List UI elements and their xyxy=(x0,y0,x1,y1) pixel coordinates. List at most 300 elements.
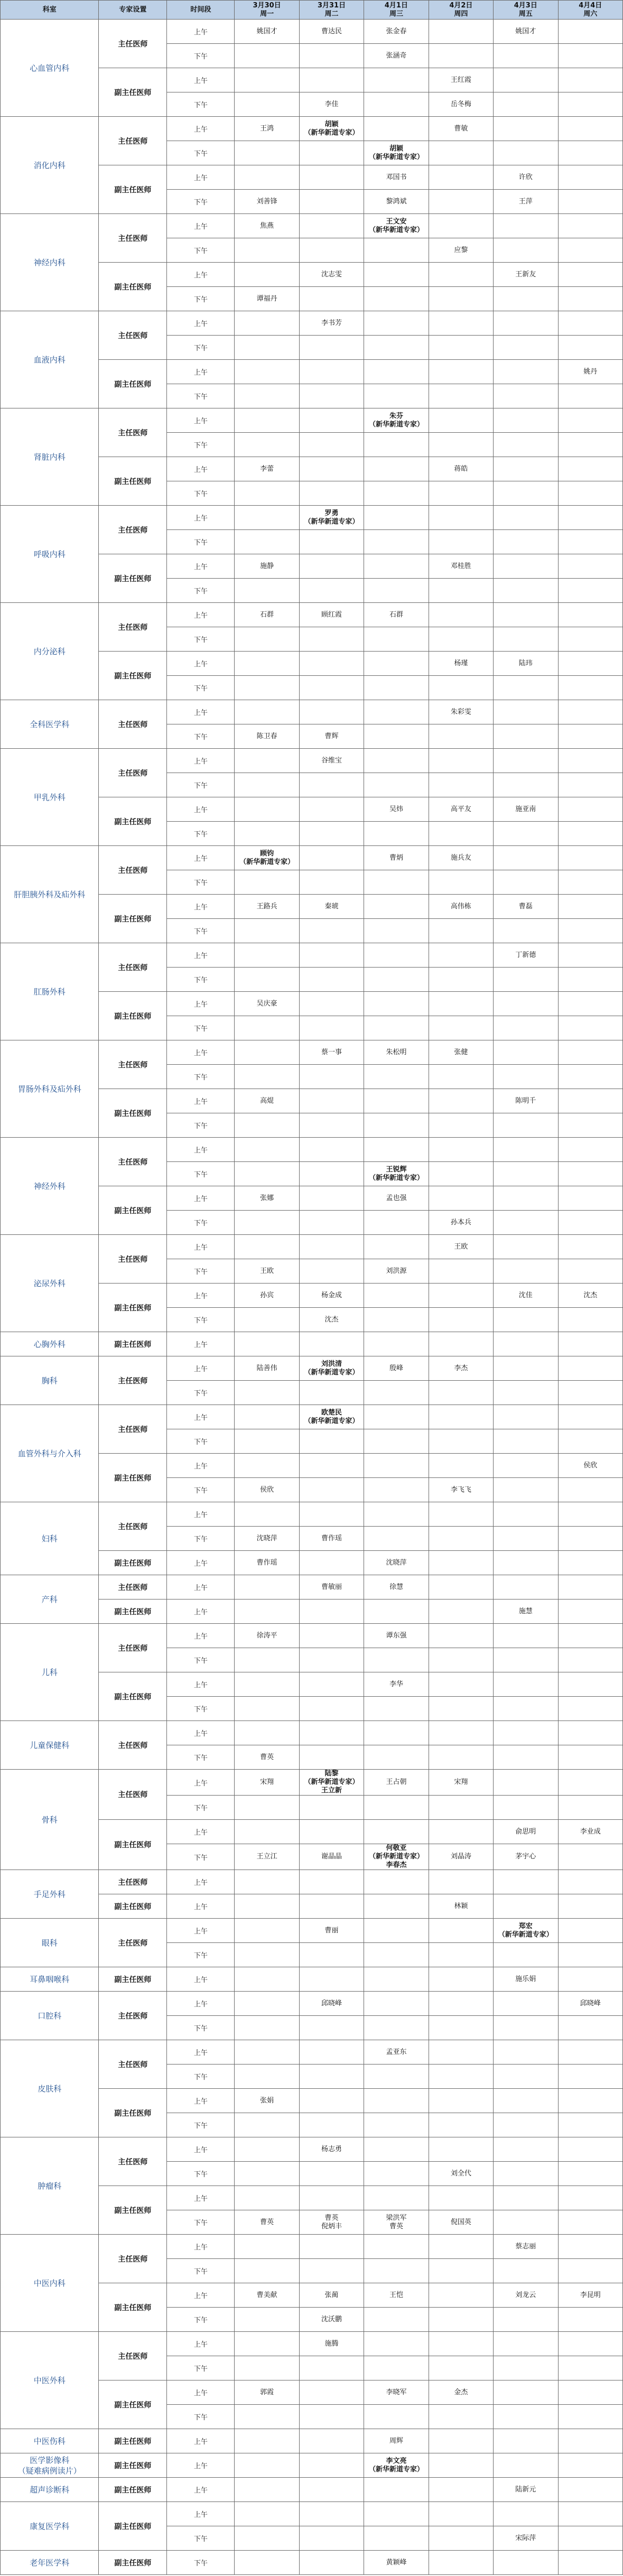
doctor-cell xyxy=(299,1284,364,1308)
slot-cell: 下午 xyxy=(167,968,235,992)
slot-cell: 下午 xyxy=(167,919,235,943)
doctor-cell xyxy=(299,676,364,700)
doctor-cell xyxy=(299,724,364,749)
doctor-cell xyxy=(235,2089,299,2113)
slot-cell: 下午 xyxy=(167,1943,235,1967)
doctor-cell xyxy=(299,2016,364,2040)
doctor-cell xyxy=(364,190,429,214)
doctor-cell xyxy=(558,603,623,627)
doctor-cell xyxy=(235,2064,299,2089)
doctor-cell xyxy=(429,1943,493,1967)
doctor-cell xyxy=(299,1919,364,1943)
doctor-cell xyxy=(558,2259,623,2283)
doctor-name: 施乐娟 xyxy=(515,1975,536,1983)
slot-cell: 下午 xyxy=(167,2162,235,2186)
doctor-cell xyxy=(558,457,623,481)
doctor-cell xyxy=(494,20,558,44)
dept-cell: 肛肠外科 xyxy=(1,943,99,1040)
doctor-cell xyxy=(235,1575,299,1599)
doctor-name: 秦琥 xyxy=(324,902,339,910)
doctor-cell xyxy=(558,2453,623,2478)
doctor-cell xyxy=(558,1381,623,1405)
doctor-cell xyxy=(299,822,364,846)
doctor-cell xyxy=(364,1113,429,1138)
doctor-cell xyxy=(494,822,558,846)
doctor-cell xyxy=(429,749,493,773)
doctor-cell xyxy=(364,44,429,68)
doctor-cell xyxy=(558,1527,623,1551)
doctor-cell xyxy=(494,1796,558,1820)
doctor-cell xyxy=(364,2526,429,2551)
doctor-cell xyxy=(364,2332,429,2356)
doctor-name: 张娜 xyxy=(260,1194,274,1202)
doctor-cell xyxy=(299,1697,364,1721)
table-row xyxy=(1,214,623,238)
doctor-cell xyxy=(429,1113,493,1138)
doctor-cell xyxy=(494,1967,558,1992)
table-row xyxy=(1,2235,623,2259)
doctor-cell xyxy=(494,2283,558,2308)
slot-cell: 上午 xyxy=(167,2380,235,2405)
doctor-cell xyxy=(364,1820,429,1844)
doctor-cell xyxy=(558,1844,623,1870)
level-cell: 副主任医师 xyxy=(99,1454,167,1502)
doctor-cell xyxy=(494,311,558,336)
doctor-cell xyxy=(299,919,364,943)
doctor-name: 吴庆豪 xyxy=(256,999,277,1008)
doctor-cell xyxy=(429,433,493,457)
doctor-cell xyxy=(558,1745,623,1770)
doctor-cell xyxy=(364,1992,429,2016)
doctor-name: 顾红霞 xyxy=(321,610,342,619)
doctor-cell xyxy=(558,117,623,141)
slot-cell: 下午 xyxy=(167,2526,235,2551)
doctor-cell xyxy=(235,1040,299,1065)
doctor-cell xyxy=(429,506,493,530)
slot-cell: 上午 xyxy=(167,1138,235,1162)
doctor-cell xyxy=(364,214,429,238)
slot-cell: 上午 xyxy=(167,1721,235,1745)
doctor-cell xyxy=(299,1332,364,1356)
level-cell: 副主任医师 xyxy=(99,165,167,214)
doctor-cell xyxy=(364,1405,429,1429)
doctor-cell xyxy=(494,2405,558,2429)
doctor-cell xyxy=(235,1308,299,1332)
doctor-cell xyxy=(558,92,623,117)
table-row xyxy=(1,2040,623,2064)
doctor-cell xyxy=(299,1844,364,1870)
dept-cell: 眼科 xyxy=(1,1919,99,1967)
doctor-name: 沈杰 xyxy=(324,1315,339,1324)
doctor-cell xyxy=(429,1089,493,1113)
level-cell: 副主任医师 xyxy=(99,1599,167,1624)
doctor-cell xyxy=(558,700,623,724)
doctor-cell xyxy=(235,506,299,530)
doctor-cell xyxy=(429,1844,493,1870)
doctor-name: 施兵友 xyxy=(450,853,471,862)
doctor-cell xyxy=(494,1575,558,1599)
doctor-cell xyxy=(494,1138,558,1162)
slot-cell: 下午 xyxy=(167,92,235,117)
doctor-cell xyxy=(364,1599,429,1624)
doctor-cell xyxy=(494,336,558,360)
doctor-name: 曹丽 xyxy=(324,1926,339,1935)
doctor-name: 李华 xyxy=(389,1680,403,1688)
doctor-cell xyxy=(494,214,558,238)
table-row xyxy=(1,117,623,141)
doctor-name: 徐慧 xyxy=(389,1583,403,1591)
doctor-cell xyxy=(235,1113,299,1138)
doctor-cell xyxy=(558,1162,623,1186)
doctor-name: 高平友 xyxy=(450,805,471,813)
doctor-cell xyxy=(235,2259,299,2283)
doctor-cell xyxy=(364,2356,429,2380)
doctor-cell xyxy=(235,919,299,943)
doctor-cell xyxy=(429,1672,493,1697)
doctor-cell xyxy=(494,2356,558,2380)
doctor-cell xyxy=(494,992,558,1016)
level-cell: 副主任医师 xyxy=(99,2380,167,2429)
doctor-cell xyxy=(364,700,429,724)
doctor-cell xyxy=(364,2016,429,2040)
doctor-cell xyxy=(429,190,493,214)
dept-cell: 泌尿外科 xyxy=(1,1235,99,1332)
doctor-cell xyxy=(299,2526,364,2551)
dept-cell: 骨科 xyxy=(1,1770,99,1870)
doctor-cell xyxy=(235,846,299,870)
doctor-name: 石群 xyxy=(389,610,403,619)
doctor-cell xyxy=(364,457,429,481)
doctor-cell xyxy=(364,652,429,676)
doctor-name: 张蔺 xyxy=(324,2291,339,2299)
slot-cell: 下午 xyxy=(167,822,235,846)
doctor-cell xyxy=(429,870,493,895)
dept-cell: 血管外科与介入科 xyxy=(1,1405,99,1502)
doctor-cell xyxy=(429,1478,493,1502)
doctor-name: 丁新德 xyxy=(515,951,536,959)
doctor-cell xyxy=(364,2259,429,2283)
doctor-name: 侯欣 xyxy=(583,1461,598,1470)
doctor-cell xyxy=(235,627,299,652)
doctor-name: 杨金成 xyxy=(321,1291,342,1299)
slot-cell: 上午 xyxy=(167,457,235,481)
doctor-cell xyxy=(364,870,429,895)
doctor-cell xyxy=(299,1454,364,1478)
doctor-name: 李业成 xyxy=(580,1827,601,1836)
slot-cell: 下午 xyxy=(167,141,235,165)
doctor-name: 李佳 xyxy=(324,100,339,108)
doctor-cell xyxy=(494,2332,558,2356)
doctor-cell xyxy=(235,2405,299,2429)
doctor-cell xyxy=(299,1089,364,1113)
doctor-cell xyxy=(299,506,364,530)
doctor-cell xyxy=(494,1943,558,1967)
doctor-name: 曹磊 xyxy=(518,902,533,910)
doctor-cell xyxy=(235,1624,299,1648)
doctor-cell xyxy=(429,2064,493,2089)
slot-cell: 下午 xyxy=(167,2016,235,2040)
level-cell: 副主任医师 xyxy=(99,360,167,408)
doctor-cell xyxy=(494,846,558,870)
doctor-name: 杨瑾 xyxy=(454,659,468,667)
doctor-cell xyxy=(235,1697,299,1721)
header-day-wed xyxy=(364,1,429,20)
slot-cell: 上午 xyxy=(167,408,235,433)
doctor-cell xyxy=(299,1040,364,1065)
slot-cell: 上午 xyxy=(167,2235,235,2259)
header-day-label: 4月2日 周四 xyxy=(449,1,473,18)
table-row xyxy=(1,1870,623,1894)
doctor-cell xyxy=(364,2162,429,2186)
level-cell: 副主任医师 xyxy=(99,992,167,1040)
doctor-cell xyxy=(364,1672,429,1697)
doctor-cell xyxy=(235,2332,299,2356)
doctor-cell xyxy=(494,2210,558,2235)
dept-cell: 妇科 xyxy=(1,1502,99,1575)
doctor-cell xyxy=(299,652,364,676)
slot-cell: 上午 xyxy=(167,1919,235,1943)
doctor-cell xyxy=(558,1065,623,1089)
doctor-name: 王欧 xyxy=(454,1242,468,1251)
doctor-cell xyxy=(299,311,364,336)
doctor-cell xyxy=(558,2089,623,2113)
level-cell: 副主任医师 xyxy=(99,263,167,311)
doctor-cell xyxy=(235,1894,299,1919)
dept-cell: 血液内科 xyxy=(1,311,99,408)
expert-name: 何敬亚 （新华新道专家） 李春杰 xyxy=(368,1844,424,1869)
doctor-cell xyxy=(494,165,558,190)
doctor-cell xyxy=(494,1089,558,1113)
doctor-cell xyxy=(558,1967,623,1992)
slot-cell: 上午 xyxy=(167,2332,235,2356)
doctor-cell xyxy=(429,724,493,749)
dept-cell: 中医内科 xyxy=(1,2235,99,2332)
doctor-cell xyxy=(494,1820,558,1844)
slot-cell: 下午 xyxy=(167,579,235,603)
doctor-cell xyxy=(558,384,623,408)
table-row xyxy=(1,2478,623,2502)
doctor-cell xyxy=(558,676,623,700)
doctor-cell xyxy=(235,603,299,627)
header-day-sat xyxy=(558,1,623,20)
doctor-cell xyxy=(235,481,299,506)
doctor-cell xyxy=(235,652,299,676)
doctor-cell xyxy=(235,1381,299,1405)
doctor-cell xyxy=(558,2502,623,2526)
doctor-cell xyxy=(364,1527,429,1551)
doctor-cell xyxy=(235,2478,299,2502)
doctor-name: 沈杰 xyxy=(583,1291,598,1299)
doctor-cell xyxy=(235,1454,299,1478)
dept-cell: 老年医学科 xyxy=(1,2551,99,2575)
doctor-cell xyxy=(494,773,558,797)
doctor-cell xyxy=(299,749,364,773)
level-cell: 主任医师 xyxy=(99,603,167,652)
doctor-name: 沈晓萍 xyxy=(386,1558,407,1567)
doctor-cell xyxy=(364,20,429,44)
doctor-name: 刘洪源 xyxy=(386,1267,407,1275)
doctor-name: 金杰 xyxy=(454,2388,468,2396)
doctor-cell xyxy=(558,1211,623,1235)
level-cell: 副主任医师 xyxy=(99,1332,167,1356)
doctor-cell xyxy=(558,336,623,360)
doctor-cell xyxy=(364,1040,429,1065)
dept-cell: 内分泌科 xyxy=(1,603,99,700)
table-row xyxy=(1,1624,623,1648)
doctor-cell xyxy=(364,2186,429,2210)
doctor-cell xyxy=(429,20,493,44)
doctor-cell xyxy=(364,749,429,773)
slot-cell: 下午 xyxy=(167,724,235,749)
doctor-cell xyxy=(364,992,429,1016)
doctor-name: 谭福丹 xyxy=(256,294,277,303)
doctor-cell xyxy=(235,1016,299,1040)
level-cell: 主任医师 xyxy=(99,1919,167,1967)
table-row xyxy=(1,1770,623,1796)
slot-cell: 上午 xyxy=(167,1894,235,1919)
doctor-cell xyxy=(429,1308,493,1332)
doctor-cell xyxy=(235,2040,299,2064)
doctor-cell xyxy=(494,1599,558,1624)
doctor-cell xyxy=(494,2113,558,2137)
doctor-name: 施静 xyxy=(260,562,274,570)
doctor-cell xyxy=(235,2502,299,2526)
level-cell: 主任医师 xyxy=(99,117,167,165)
doctor-name: 宋际萍 xyxy=(515,2534,536,2542)
level-cell: 主任医师 xyxy=(99,1040,167,1089)
doctor-cell xyxy=(299,943,364,968)
dept-cell: 超声诊断科 xyxy=(1,2478,99,2502)
expert-name: 顾钧 （新华新道专家） xyxy=(239,849,295,866)
doctor-cell xyxy=(494,1844,558,1870)
doctor-cell xyxy=(494,1259,558,1284)
doctor-cell xyxy=(299,1770,364,1796)
level-cell: 主任医师 xyxy=(99,506,167,554)
doctor-name: 邱晓峰 xyxy=(580,1999,601,2007)
doctor-cell xyxy=(299,2502,364,2526)
doctor-cell xyxy=(494,1284,558,1308)
slot-cell: 下午 xyxy=(167,773,235,797)
doctor-name: 王新友 xyxy=(515,270,536,278)
doctor-name: 黄颖峰 xyxy=(386,2558,407,2566)
doctor-cell xyxy=(429,943,493,968)
doctor-cell xyxy=(299,2551,364,2575)
doctor-cell xyxy=(364,1016,429,1040)
doctor-cell xyxy=(364,2089,429,2113)
slot-cell: 上午 xyxy=(167,311,235,336)
doctor-cell xyxy=(558,190,623,214)
doctor-cell xyxy=(494,700,558,724)
doctor-cell xyxy=(299,117,364,141)
doctor-name: 王占朝 xyxy=(386,1778,407,1786)
doctor-name: 王恺 xyxy=(389,2291,403,2299)
doctor-cell xyxy=(299,1648,364,1672)
doctor-cell xyxy=(558,2186,623,2210)
level-cell: 主任医师 xyxy=(99,1770,167,1820)
doctor-cell xyxy=(558,1089,623,1113)
header-slot: 时间段 xyxy=(167,1,235,20)
doctor-cell xyxy=(364,1381,429,1405)
dept-cell: 甲乳外科 xyxy=(1,749,99,846)
dept-cell: 全科医学科 xyxy=(1,700,99,749)
doctor-cell xyxy=(364,1211,429,1235)
doctor-cell xyxy=(494,1381,558,1405)
doctor-cell xyxy=(299,214,364,238)
doctor-cell xyxy=(494,676,558,700)
doctor-cell xyxy=(429,2235,493,2259)
doctor-cell xyxy=(364,1454,429,1478)
doctor-cell xyxy=(494,263,558,287)
doctor-cell xyxy=(235,1284,299,1308)
table-row xyxy=(1,2502,623,2526)
doctor-cell xyxy=(364,822,429,846)
doctor-cell xyxy=(429,2405,493,2429)
level-cell: 副主任医师 xyxy=(99,457,167,506)
doctor-cell xyxy=(558,2137,623,2162)
doctor-cell xyxy=(429,1162,493,1186)
doctor-cell xyxy=(558,1624,623,1648)
doctor-cell xyxy=(494,2526,558,2551)
doctor-cell xyxy=(235,360,299,384)
doctor-cell xyxy=(558,530,623,554)
doctor-cell xyxy=(235,1721,299,1745)
slot-cell: 上午 xyxy=(167,1186,235,1211)
doctor-name: 陈明千 xyxy=(515,1096,536,1105)
doctor-cell xyxy=(494,2137,558,2162)
level-cell: 主任医师 xyxy=(99,1624,167,1672)
slot-cell: 下午 xyxy=(167,530,235,554)
doctor-cell xyxy=(429,1721,493,1745)
level-cell: 主任医师 xyxy=(99,1992,167,2040)
doctor-cell xyxy=(429,214,493,238)
doctor-cell xyxy=(235,336,299,360)
doctor-cell xyxy=(558,1551,623,1575)
level-cell: 副主任医师 xyxy=(99,2502,167,2551)
doctor-name: 谢晶晶 xyxy=(321,1853,342,1861)
doctor-cell xyxy=(429,1040,493,1065)
doctor-cell xyxy=(299,2089,364,2113)
doctor-cell xyxy=(494,238,558,263)
doctor-name: 姚国才 xyxy=(515,27,536,35)
doctor-cell xyxy=(364,117,429,141)
doctor-name: 张健 xyxy=(454,1048,468,1056)
doctor-cell xyxy=(429,2332,493,2356)
doctor-cell xyxy=(494,1551,558,1575)
slot-cell: 下午 xyxy=(167,2210,235,2235)
doctor-name: 沈佳 xyxy=(518,1291,533,1299)
doctor-name: 林颖 xyxy=(454,1902,468,1910)
doctor-cell xyxy=(558,1796,623,1820)
level-cell: 主任医师 xyxy=(99,846,167,895)
doctor-cell xyxy=(364,1259,429,1284)
level-cell: 副主任医师 xyxy=(99,1672,167,1721)
doctor-cell xyxy=(429,1284,493,1308)
doctor-cell xyxy=(235,1770,299,1796)
doctor-cell xyxy=(494,2478,558,2502)
doctor-name: 倪国英 xyxy=(450,2218,471,2226)
doctor-name: 曹作瑶 xyxy=(321,1534,342,1542)
dept-cell: 神经内科 xyxy=(1,214,99,311)
doctor-name: 茅宇心 xyxy=(515,1853,536,1861)
doctor-cell xyxy=(235,1943,299,1967)
doctor-cell xyxy=(558,2356,623,2380)
slot-cell: 上午 xyxy=(167,506,235,530)
level-cell: 主任医师 xyxy=(99,2040,167,2089)
doctor-cell xyxy=(235,2380,299,2405)
doctor-cell xyxy=(299,165,364,190)
doctor-name: 高伟栋 xyxy=(450,902,471,910)
doctor-cell xyxy=(558,1575,623,1599)
